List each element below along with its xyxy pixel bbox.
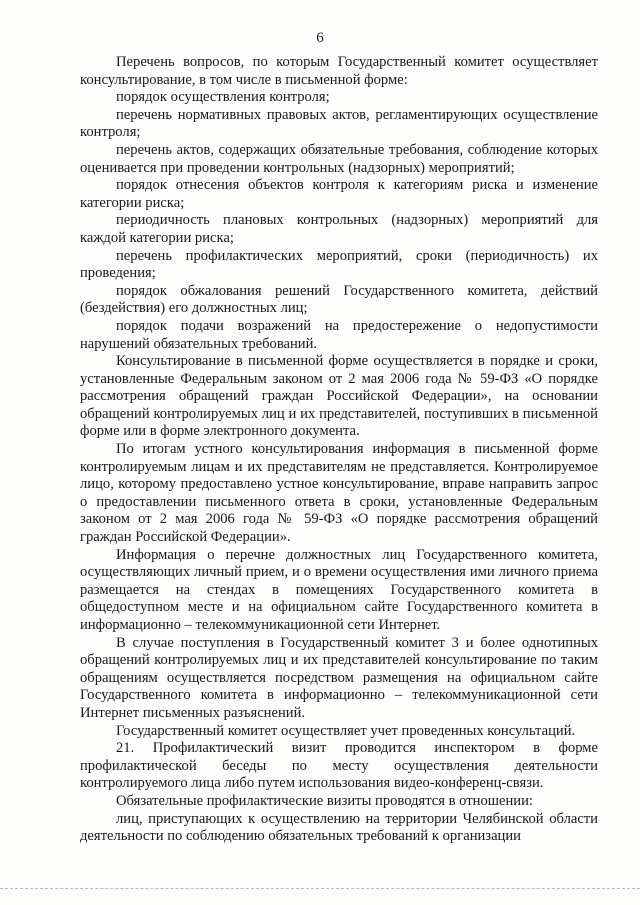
paragraph: порядок отнесения объектов контроля к категориям риска и изменение категории риска; [80,177,598,211]
paragraph: порядок подачи возражений на предостережение о недопустимости нарушений обязательных требований. [80,317,598,352]
paragraph: 21. Профилактический визит проводится инспектором в форме профилактической беседы по месту осуществления деятельности контролируемого лица либо путем использования видео-конференц-связи. [80,740,598,792]
paragraph: периодичность плановых контрольных (надзорных) мероприятий для каждой категории риска; [80,212,598,246]
paragraph: перечень актов, содержащих обязательные требования, соблюдение которых оценивается при проведении контрольных (надзорных) мероприятий; [80,141,598,176]
paragraph: Информация о перечне должностных лиц Государственного комитета, осуществляющих личный прием, и о времени осуществления ими личного приема размещается на стендах в помещениях Государственного комитета в общедоступном месте и на официальном сайте Государственного комитета в информационно – телекоммуникационной сети Интернет. [80,546,598,633]
paragraph: перечень нормативных правовых актов, регламентирующих осуществление контроля; [80,106,598,141]
paragraph: порядок обжалования решений Государственного комитета, действий (бездействия) его должностных лиц; [80,282,598,317]
paragraph: Государственный комитет осуществляет учет проведенных консультаций. [116,722,576,739]
paragraph: Обязательные профилактические визиты проводятся в отношении: [116,792,533,809]
document-body [80,54,598,846]
paragraph: лиц, приступающих к осуществлению на территории Челябинской области деятельности по соблюдению обязательных требований к организации [80,810,598,845]
paragraph: По итогам устного консультирования информация в письменной форме контролируемым лицам и их представителям не представляется. Контролируемое лицо, которому предоставлено устное консультирование, вправе направить запрос о предоставлении письменного ответа в сроки, установленные Федеральным законом от 2 мая 2006 года № 59-ФЗ «О порядке рассмотрения обращений граждан Российской Федерации». [80,441,598,546]
page-number: 6 [316,30,324,46]
paragraph: Консультирование в письменной форме осуществляется в порядке и сроки, установленные Федеральным законом от 2 мая 2006 года № 59-ФЗ «О порядке рассмотрения обращений граждан Российской Федерации», на основании обращений контролируемых лиц и их представителей, поступивших в письменной форме или в форме электронного документа. [80,353,598,440]
paragraph: порядок осуществления контроля; [116,89,330,106]
paragraph: Перечень вопросов, по которым Государственный комитет осуществляет консультирование, в том числе в письменной форме: [80,54,598,88]
paragraph: перечень профилактических мероприятий, сроки (периодичность) их проведения; [80,247,598,282]
footer-divider [0,888,640,889]
paragraph: В случае поступления в Государственный комитет 3 и более однотипных обращений контролируемых лиц и их представителей консультирование по таким обращениям осуществляется посредством размещения на официальном сайте Государственного комитета в информационно – телекоммуникационной сети Интернет письменных разъяснений. [80,634,598,721]
